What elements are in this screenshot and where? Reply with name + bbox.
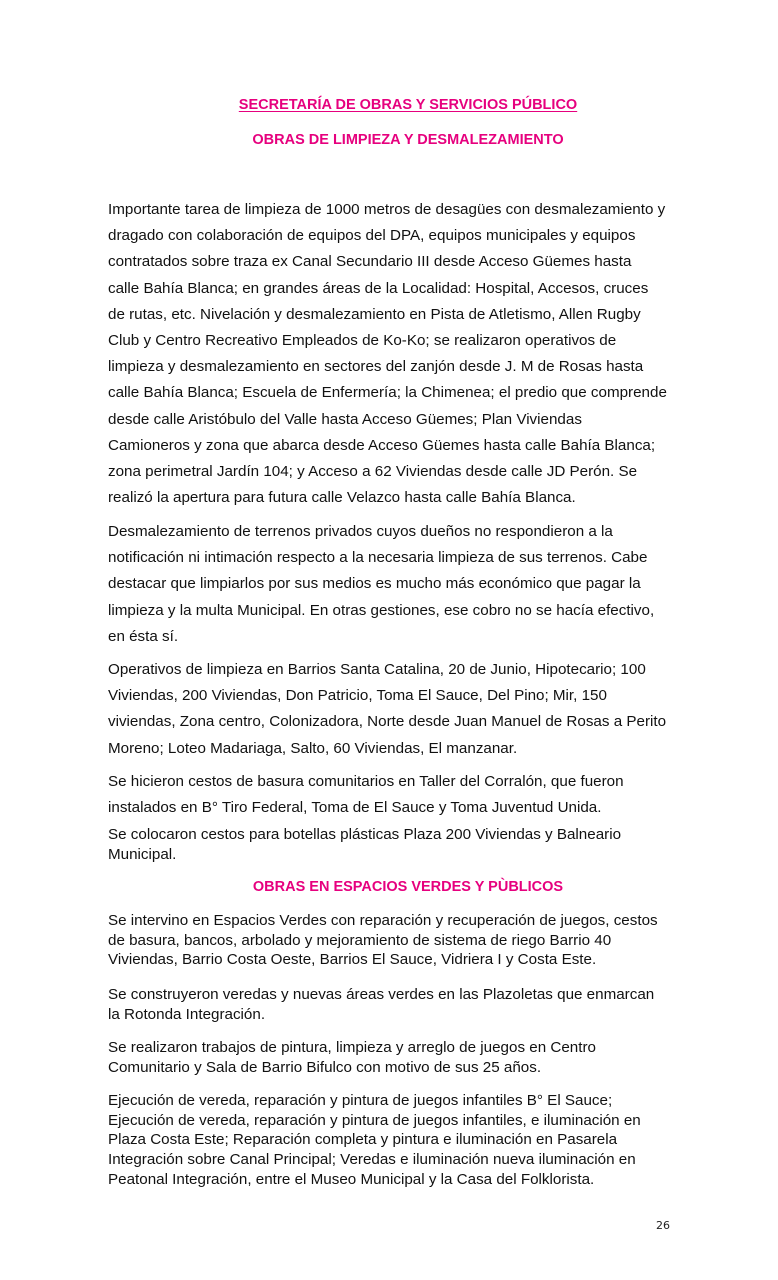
section-subtitle: OBRAS DE LIMPIEZA Y DESMALEZAMIENTO [252,132,564,148]
text-line: Ejecución de vereda, reparación y pintura de juegos infantiles B° El Sauce; [108,1092,613,1109]
text-line: zona perimetral Jardín 104; y Acceso a 62 Viviendas desde calle JD Perón. Se [108,462,638,480]
text-line: Se realizaron trabajos de pintura, limpieza y arreglo de juegos en Centro [108,1039,596,1056]
text-line: Operativos de limpieza en Barrios Santa Catalina, 20 de Junio, Hipotecario; 100 [108,661,646,678]
paragraph-community-center [108,1038,672,1077]
text-line: de rutas, etc. Nivelación y desmalezamiento en Pista de Atletismo, Allen Rugby [108,305,641,323]
text-line: Se construyeron veredas y nuevas áreas verdes en las Plazoletas que enmarcan [108,986,655,1003]
text-line: Ejecución de vereda, reparación y pintura de juegos infantiles, e iluminación en [108,1111,641,1129]
text-line: Comunitario y Sala de Barrio Bifulco con motivo de sus 25 años. [108,1058,542,1076]
paragraph-cleaning-works [108,197,672,511]
text-line: Integración sobre Canal Principal; Veredas e iluminación nueva iluminación en [108,1151,636,1169]
text-line: Club y Centro Recreativo Empleados de Ko-Ko; se realizaron operativos de [108,331,617,349]
paragraph-green-spaces [108,911,672,970]
section-heading-green-spaces: OBRAS EN ESPACIOS VERDES Y PÙBLICOS [252,879,564,895]
text-line: Peatonal Integración, entre el Museo Municipal y la Casa del Folklorista. [108,1170,595,1188]
text-line: instalados en B° Tiro Federal, Toma de El Sauce y Toma Juventud Unida. [108,799,602,817]
text-line: la Rotonda Integración. [108,1005,266,1023]
text-line: Se hicieron cestos de basura comunitarios en Taller del Corralón, que fueron [108,773,624,790]
text-line: Viviendas, 200 Viviendas, Don Patricio, Toma El Sauce, Del Pino; Mir, 150 [108,687,607,705]
text-line: contratados sobre traza ex Canal Secundario III desde Acceso Güemes hasta [108,253,632,271]
page-number: 26 [656,1219,670,1232]
text-line: de basura, bancos, arbolado y mejoramiento de sistema de riego Barrio 40 [108,931,612,949]
paragraph-private-lots [108,519,672,650]
paragraph-waste-bins [108,769,672,821]
text-line: limpieza y la multa Municipal. En otras gestiones, ese cobro no se hacía efectivo, [108,601,655,619]
text-line: Se colocaron cestos para botellas plásticas Plaza 200 Viviendas y Balneario [108,826,622,843]
text-line: desde calle Aristóbulo del Valle hasta Acceso Güemes; Plan Viviendas [108,410,582,428]
text-line: Camioneros y zona que abarca desde Acceso Güemes hasta calle Bahía Blanca; [108,436,656,454]
text-line: Plaza Costa Este; Reparación completa y pintura e iluminación en Pasarela [108,1131,618,1149]
text-line: Viviendas, Barrio Costa Oeste, Barrios El Sauce, Vidriera I y Costa Este. [108,951,597,969]
text-line: dragado con colaboración de equipos del DPA, equipos municipales y equipos [108,227,636,245]
text-line: destacar que limpiarlos por sus medios es mucho más económico que pagar la [108,575,641,593]
paragraph-neighborhood-operations [108,657,672,762]
text-line: Se intervino en Espacios Verdes con reparación y recuperación de juegos, cestos [108,912,658,929]
text-line: Desmalezamiento de terrenos privados cuyos dueños no respondieron a la [108,523,613,540]
text-line: notificación ni intimación respecto a la necesaria limpieza de sus terrenos. Cabe [108,549,648,567]
text-line: viviendas, Zona centro, Colonizadora, Norte desde Juan Manuel de Rosas a Perito [108,713,667,731]
paragraph-playgrounds-lighting [108,1091,672,1189]
text-line: limpieza y desmalezamiento en sectores del zanjón desde J. M de Rosas hasta [108,358,644,376]
text-line: Moreno; Loteo Madariaga, Salto, 60 Viviendas, El manzanar. [108,739,518,757]
text-line: en ésta sí. [108,627,179,645]
text-line: realizó la apertura para futura calle Velazco hasta calle Bahía Blanca. [108,489,576,507]
paragraph-bottle-bins [108,825,672,864]
text-line: calle Bahía Blanca; en grandes áreas de la Localidad: Hospital, Accesos, cruces [108,279,649,297]
paragraph-sidewalks [108,985,672,1024]
text-line: calle Bahía Blanca; Escuela de Enfermería; la Chimenea; el predio que comprende [108,384,667,402]
text-line: Municipal. [108,845,177,863]
section-title: SECRETARÍA DE OBRAS Y SERVICIOS PÚBLICO [238,97,578,113]
text-line: Importante tarea de limpieza de 1000 metros de desagües con desmalezamiento y [108,201,666,218]
